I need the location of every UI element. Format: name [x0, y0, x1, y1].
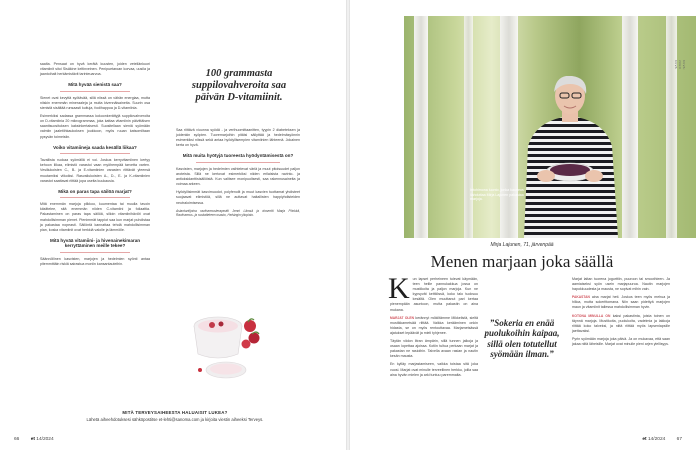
heading-vitamiinit: Voiko vitamiineja saada kesällä liikaa?	[53, 144, 137, 150]
heading-hivenaineet: Mitä hyvää vitamiini- ja hivenainekimaran kerryttäminen meille tekee?	[49, 237, 141, 249]
body-paragraph: Marjat laitan tuorena jogurttiin, puuroon tai smoothieen. Ja aamiaiseksi syön usein marjapuuroa. Nautin marjojen hapokkuudesta ja mausta, ne sopivat mihin vain.	[572, 277, 670, 292]
portrait-woman	[516, 76, 626, 238]
body-paragraph: Saa riittävä viuunna syödä - ja verihuomittaanitten, tyypin 2 diabeteksen ja joidenkin syöpien. Tuoremarjoihin pitäisi säilyttää ja hedelmäsyönnin esimerkiksi niissä sekä antaa hyödyllisempien vitamiinien lähteenä. Jokainen kerta on hyvä.	[176, 128, 300, 148]
body-paragraph: kaksi pakastinta, joista toinen on täynnä marjoja. Mustikoita, puolukoita, vadelmia ja lakkoja riittää koko talveksi, ja niitä riittää myös lapsenlapsille jaettavaksi.	[572, 313, 671, 333]
heading-rule	[60, 153, 130, 154]
birch-trunk	[464, 16, 473, 238]
right-page	[348, 0, 696, 450]
birch-trunk	[414, 16, 428, 238]
heading-marjat: Mikä on paras tapa säilöä marjat?	[58, 188, 132, 194]
photo-caption: Intohimona luonto, jonka kauneus ilahduttaa Mirja Lajunen pakastaa marjoja.	[470, 188, 524, 202]
lead-in: PAKASTAN	[572, 295, 590, 300]
magazine-logo: et	[642, 437, 647, 442]
body-paragraph: Mitä enemmän marjoja pilkkoo, kuumentaa tai muulla tavoin käsittelee, sitä enemmän niiden C-vitamiini ja foliaattia. Pakastaminen on paras tapa säilöä, silloin vitamiinihäviöt ovat mahdollisimman pienet. Pienimmät tappiot saa kun marjat puhdistaa ja pakastaa nopeasti. Säilöntä kannattaa tehdä mahdollisimman pian, koska vitamiinit ovat herkkiä valolle ja lämmölle.	[40, 202, 150, 232]
right-folio	[642, 437, 682, 442]
body-paragraph: Sienet ovat kevyttä syötävää, sillä niissä on vähän energiaa, mutta niiskin enemmän mineraaleja ja muita kivennäisaineita. Suurin osa sienistä sisältää runsaasti kuituja, foolihappoa ja D-vitamiinia.	[40, 95, 150, 111]
drop-cap: K	[388, 272, 410, 305]
birch-trunk	[666, 16, 677, 238]
page-number: 66	[14, 437, 20, 442]
intro-paragraph: saalta. Pensaat on hyvä kerätä kuusten, joiden veteliänkuori vitamiinit sitoi Sisäkine keltinveinen. Penipuetaroan korvaa, uusila ja jaantoihalt herkämistävit tarinteuarvoa.	[40, 62, 150, 77]
body-paragraph: Kasvisten, marjojen ja hedelmien vaihtelevat väriä ja muut pitoisuudet paljon aroteista. Sillä ne kertovat esimerkiksi niiden erilaisista ravinto- ja antioksidanttisisällöistä. Kun valitsee monipuolisesti, saa rakennusaineita ja voimaa arkeen.	[176, 166, 300, 187]
right-column-2	[572, 277, 670, 350]
byline: Mirja Lajunen, 71, järvenpää	[490, 242, 554, 248]
heading-rule	[60, 197, 130, 198]
photo-birch-forest	[404, 16, 696, 238]
body-paragraph: Täytän viidon litran ämpärin, sillä tunnen jalkoja ja osaan lopettaa ajoissa. Kotiin tultua perkaan marjat ja pakastan ne rasioihin. Talvella avaan rasian ja nautin kesän mausta.	[390, 339, 478, 359]
berries-yogurt-illustration	[188, 296, 268, 388]
expert-credit: Asiantuntijoina ravitsemusterapeutti Jenni Lämsä ja dosentti Marja Pönkkä, Ravitsemus- ja ruokatieteen osasto, Helsingin yliopisto.	[176, 208, 300, 218]
body-paragraph: Tavallista ruokaa syömällä ei voi. Joskus kerryvitamiinen kertyy kehoon liikaa, elimistö varastoi vaan myöhempää tarvetta varten. Vesiliukoisten C-, B- ja E-vitamiinien varasten riittävät yleensä muutamiksi viikoiksi. Rasvaliukoisten A-, D-, E- ja K-vitamiinien varastot saattavat riittää jopa useita kuukausia.	[40, 158, 150, 183]
heading-hyodyt: Mitä muita hyötyjä tuoreesta hyödyntämisestä on?	[182, 153, 294, 159]
heading-rule	[196, 162, 280, 163]
body-paragraph: Hyödyllisimmät kasvimuodot, polyfenolit ja muut kasvien tuottamat yhdisteet suojaavat elimistöä, sillä ne auttavat haitallisten happiyhdisteiden neutraloimisessa.	[176, 190, 300, 205]
footer-question: MITÄ TERVEYSAIHEESTA HALUAISIT LUKEA?	[122, 410, 228, 415]
body-paragraph: kerännyt mökiltämme Mikkelistä, sieltä mustikkametsää riittää. Vaikka kerääminen onkin hidasta, se on myös rentouttavaa. Marjametsässä ajatukset lepäävät ja mieli tyhjenee.	[390, 315, 478, 335]
body-paragraph: Säännöllinen kasvisten, marjojen ja hedelmien syönti antaa pitemmittäin riskiä sairastua moniin kansantauteihin.	[40, 257, 150, 267]
body-paragraph: aina marjat heti. Joskus teen myös mehua ja hilloa, mutta sokerittomana. Niin saan pidettyä marjojen maun ja vitamiinit tallessa mahdollisimman hyvin.	[572, 295, 670, 310]
heading-sienet: Mitä hyvää sienistä saa?	[68, 82, 122, 88]
page-number: 67	[676, 437, 682, 442]
right-column-1	[388, 272, 478, 381]
left-column-2	[176, 128, 300, 220]
body-paragraph: En kylläy marjastamiseen, vaikka toistaa sitä joka vuosi. Marjat ovat minulle terveellinen herkku, joilla saa aina hyvän mielen ja arki tuntuu paremmalta.	[390, 362, 478, 377]
left-folio	[14, 437, 54, 442]
photo-credit: KUVA: JUHO KUVA	[674, 60, 686, 71]
body-paragraph: un lapset perheineen tulevat käymään, teen heille pannukakkua jossa on mustikoita ja paljon marjoja. Kun ne kypsyvät keittiössä, koko talo tuoksuu kesältä. Olen muuttanut pari kertaa pienempään asuntoon, mutta pakastin on aina mukana.	[390, 277, 478, 312]
lead-in: KOTONA MINULLA ON	[572, 313, 611, 318]
heading-rule	[60, 252, 130, 253]
issue-number: 14/2024	[647, 437, 666, 442]
issue-number: 14/2024	[36, 437, 54, 442]
body-paragraph: Pyrin syömään marjoja joka päivä. Ja on mukavaa, että saan jakaa niitä läheisille. Marjat ovat minulle pieni arjen ylellisyys.	[572, 336, 670, 347]
footer-contact: Lähetä aiheehdotuksesi sähköpostitse et-lehti@sanoma.com ja kirjoita viestin aiheeksi Terveys.	[86, 417, 264, 422]
headline: Menen marjaan joka säällä	[430, 252, 614, 271]
spine-gutter	[346, 0, 350, 450]
pull-quote: ”Sokeria en enää puolukoihin kaipaa, sillä olen totutellut syömään ilman.”	[484, 318, 560, 360]
body-paragraph: Esimerkiksi sadassa grammassa kokoonkerättyjä suppilovahveroita on D-vitamiinia 20 mikrogrammaa, joka kattaa vitamiinin päivittäisen saantisuosituksen kaksinkertaisesti. Suositellaan sieniä syömään valmiin jaaletiihkaukoksen joukkoon, myös ruuan katsomiltaan pysyvän toimeisiin.	[40, 114, 150, 139]
lead-in: MARJAT OLEN	[390, 315, 414, 320]
pull-quote: 100 grammasta suppilovahveroita saa päivän D-vitamiinit.	[191, 68, 287, 103]
left-column-1	[40, 62, 150, 270]
heading-rule	[60, 91, 130, 92]
footer-callout	[40, 410, 310, 422]
magazine-logo: et	[30, 437, 35, 442]
